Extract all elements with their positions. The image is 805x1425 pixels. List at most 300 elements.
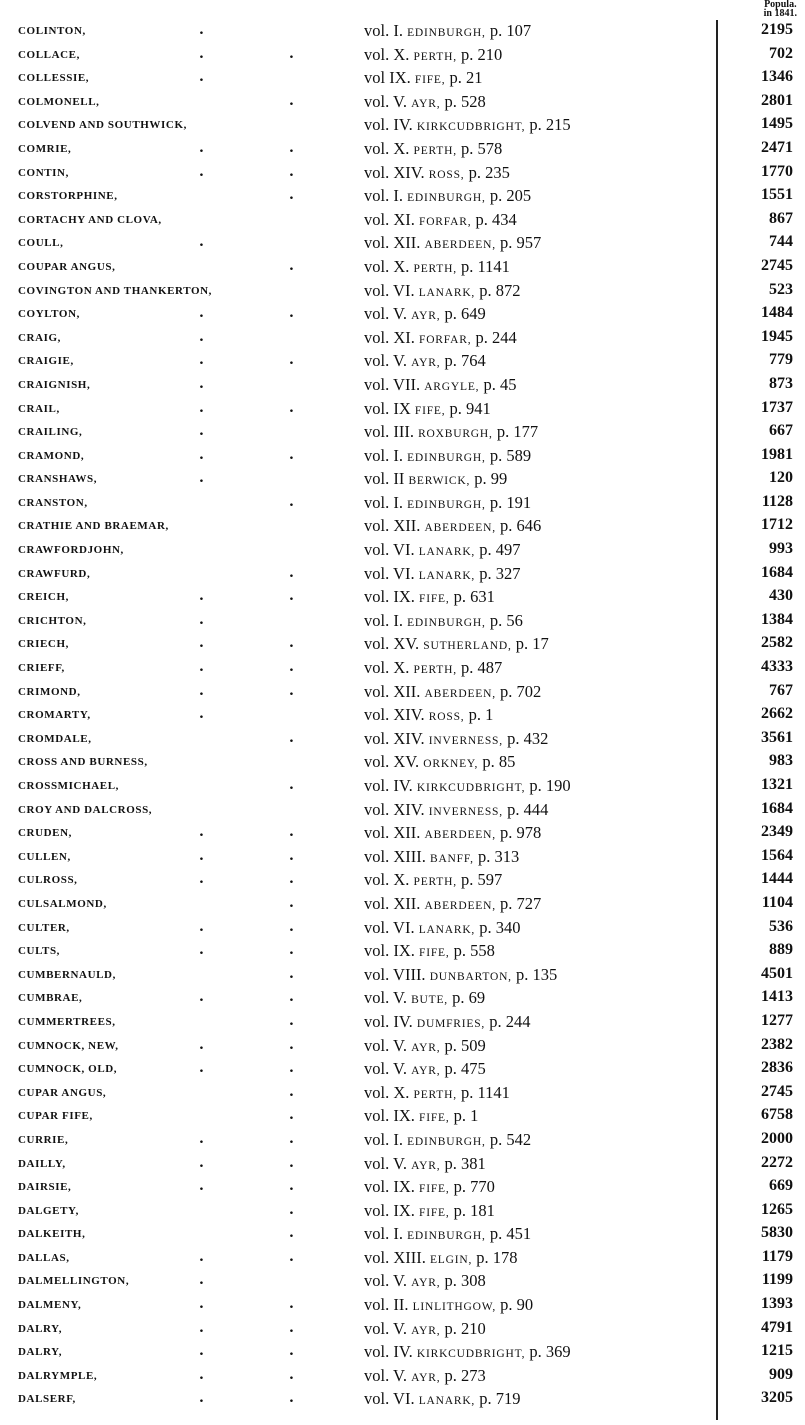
leader-dot: . (289, 352, 294, 369)
page-number: p. 487 (461, 658, 503, 678)
volume-reference (364, 776, 571, 796)
page-number: p. 178 (476, 1247, 518, 1267)
volume-reference (364, 493, 531, 513)
volume-reference (364, 469, 507, 489)
county: ABERDEEN, (424, 522, 496, 535)
volume: vol. XII. (364, 823, 421, 843)
volume: vol. V. (364, 304, 407, 324)
population-column-header (764, 0, 797, 18)
volume-reference (364, 870, 502, 890)
volume-reference (364, 516, 541, 536)
leader-dot: . (199, 234, 204, 251)
volume-reference (364, 1319, 486, 1339)
volume: vol. VI. (364, 1389, 415, 1409)
page-number: p. 205 (489, 186, 532, 206)
county: KIRKCUDBRIGHT, (416, 121, 526, 134)
leader-dot: . (199, 847, 204, 864)
table-row (0, 586, 805, 610)
header-line-2: in 1841. (763, 8, 797, 19)
population-value: 2836 (761, 1059, 793, 1077)
table-row (0, 138, 805, 162)
volume: vol. V. (364, 1365, 407, 1385)
county: AYR, (411, 1159, 441, 1172)
table-row (0, 327, 805, 351)
page-number: p. 941 (449, 398, 491, 418)
population-value: 2662 (761, 705, 793, 723)
table-row (0, 539, 805, 563)
population-value: 1981 (761, 445, 793, 463)
volume: vol. IX. (364, 587, 415, 607)
leader-dot: . (289, 493, 294, 510)
volume-reference (364, 540, 520, 560)
leader-dot: . (199, 1036, 204, 1053)
leader-dot: . (289, 1107, 294, 1124)
page-number: p. 1 (468, 705, 494, 725)
county: AYR, (411, 357, 441, 370)
page-number: p. 558 (453, 941, 495, 961)
leader-dot: . (199, 328, 204, 345)
county: EDINBURGH, (407, 1230, 486, 1243)
population-value: 767 (769, 681, 793, 699)
table-row (0, 256, 805, 280)
parish-name: DAILLY, (18, 1157, 66, 1170)
population-value: 1104 (761, 893, 793, 911)
population-value: 873 (769, 374, 793, 392)
parish-name: DALRY, (18, 1346, 63, 1359)
page-number: p. 497 (479, 540, 521, 560)
leader-dot: . (289, 1319, 294, 1336)
table-row (0, 1200, 805, 1224)
parish-name: DALLAS, (18, 1251, 70, 1264)
volume-reference (364, 941, 495, 961)
population-value: 993 (769, 540, 793, 558)
leader-dot: . (289, 564, 294, 581)
leader-dot: . (289, 1012, 294, 1029)
volume-reference (364, 1036, 486, 1056)
leader-dot: . (199, 1390, 204, 1407)
volume-reference (364, 823, 541, 843)
volume: vol. X. (364, 1082, 410, 1102)
parish-name: CUMMERTREES, (18, 1015, 116, 1028)
page-number: p. 978 (500, 823, 542, 843)
county: FIFE, (419, 1112, 450, 1125)
volume-reference (364, 233, 541, 253)
population-value: 5830 (761, 1224, 793, 1242)
leader-dot: . (289, 1390, 294, 1407)
table-row (0, 610, 805, 634)
leader-dot: . (199, 22, 204, 38)
volume-reference (364, 705, 493, 725)
page-number: p. 21 (449, 68, 483, 88)
population-value: 1199 (761, 1271, 793, 1289)
parish-name: CRAIGNISH, (18, 378, 91, 391)
volume: vol. VI. (364, 540, 415, 560)
leader-dot: . (289, 1083, 294, 1100)
leader-dot: . (199, 1178, 204, 1195)
parish-name: CROY AND DALCROSS, (18, 803, 153, 816)
page-number: p. 578 (461, 138, 503, 158)
leader-dot: . (289, 1225, 294, 1242)
page-number: p. 509 (444, 1035, 486, 1055)
leader-dot: . (199, 305, 204, 322)
page-number: p. 210 (461, 44, 503, 64)
table-row (0, 1035, 805, 1059)
population-value: 1712 (761, 516, 793, 534)
parish-name: CUMNOCK, OLD, (18, 1063, 118, 1076)
table-row (0, 303, 805, 327)
page-number: p. 381 (444, 1153, 486, 1173)
table-row (0, 1318, 805, 1342)
parish-name: CURRIE, (18, 1133, 69, 1146)
population-value: 4501 (761, 964, 793, 982)
county: PERTH, (413, 262, 457, 275)
population-value: 3205 (761, 1389, 793, 1407)
volume: vol. X. (364, 870, 410, 890)
leader-dot: . (199, 1272, 204, 1289)
parish-index-list (0, 20, 805, 1412)
leader-dot: . (199, 470, 204, 487)
county: FORFAR, (419, 333, 472, 346)
volume-reference (364, 1059, 486, 1079)
county: PERTH, (413, 50, 457, 63)
leader-dot: . (199, 588, 204, 605)
leader-dot: . (289, 1248, 294, 1265)
population-value: 702 (769, 44, 793, 62)
county: BERWICK, (408, 475, 471, 488)
volume: vol. X. (364, 658, 410, 678)
volume: vol. II (364, 469, 405, 489)
volume: vol. I. (364, 445, 403, 465)
parish-name: COMRIE, (18, 142, 72, 155)
parish-name: DALKEITH, (18, 1228, 86, 1241)
table-row (0, 1058, 805, 1082)
volume-reference (364, 210, 517, 230)
parish-name: CRIEFF, (18, 662, 65, 675)
table-row (0, 162, 805, 186)
table-row (0, 869, 805, 893)
table-row (0, 775, 805, 799)
leader-dot: . (289, 446, 294, 463)
volume-reference (364, 1012, 530, 1032)
leader-dot: . (289, 824, 294, 841)
table-row (0, 492, 805, 516)
table-row (0, 185, 805, 209)
county: ROSS, (428, 711, 465, 724)
volume: vol. II. (364, 1295, 409, 1315)
volume-reference (364, 1366, 486, 1386)
volume-reference (364, 115, 571, 135)
parish-name: COLLESSIE, (18, 72, 90, 85)
table-row (0, 728, 805, 752)
county: AYR, (411, 1277, 441, 1290)
parish-name: COLINTON, (18, 25, 86, 37)
page-number: p. 69 (452, 988, 486, 1008)
population-value: 1564 (761, 846, 793, 864)
volume: vol. V. (364, 91, 407, 111)
county: FIFE, (419, 947, 450, 960)
population-value: 1945 (761, 327, 793, 345)
page-number: p. 215 (529, 115, 571, 135)
volume-reference (364, 1154, 486, 1174)
leader-dot: . (289, 1178, 294, 1195)
table-row (0, 987, 805, 1011)
page-number: p. 210 (444, 1318, 486, 1338)
population-value: 1770 (761, 162, 793, 180)
county: PERTH, (413, 1088, 457, 1101)
parish-name: CROMDALE, (18, 732, 92, 745)
county: ARGYLE, (424, 380, 480, 393)
county: BANFF, (429, 852, 474, 865)
volume-reference (364, 965, 557, 985)
volume-reference (364, 139, 502, 159)
volume-reference (364, 45, 502, 65)
volume: vol. IV. (364, 1011, 413, 1031)
leader-dot: . (289, 187, 294, 204)
county: FIFE, (419, 593, 450, 606)
county: ABERDEEN, (424, 687, 496, 700)
population-value: 2801 (761, 91, 793, 109)
table-row (0, 917, 805, 941)
county: ELGIN, (429, 1253, 473, 1266)
page-number: p. 702 (500, 681, 542, 701)
parish-name: CORTACHY AND CLOVA, (18, 213, 162, 226)
leader-dot: . (199, 611, 204, 628)
table-row (0, 421, 805, 445)
population-value: 1684 (761, 563, 793, 581)
leader-dot: . (289, 305, 294, 322)
county: DUMFRIES, (416, 1017, 486, 1030)
leader-dot: . (199, 352, 204, 369)
page-number: p. 327 (479, 563, 521, 583)
page-number: p. 244 (475, 327, 517, 347)
population-value: 1444 (761, 870, 793, 888)
volume-reference (364, 1271, 486, 1291)
leader-dot: . (289, 1296, 294, 1313)
volume: vol. XIII. (364, 846, 426, 866)
leader-dot: . (289, 163, 294, 180)
leader-dot: . (289, 1130, 294, 1147)
volume: vol. V. (364, 351, 407, 371)
leader-dot: . (199, 1130, 204, 1147)
page-number: p. 451 (489, 1224, 532, 1244)
parish-name: CRATHIE AND BRAEMAR, (18, 520, 169, 533)
county: KIRKCUDBRIGHT, (416, 1348, 526, 1361)
volume-reference (364, 328, 517, 348)
population-value: 2745 (761, 1082, 793, 1100)
population-value: 867 (769, 209, 793, 227)
volume: vol. XI. (364, 327, 415, 347)
county: EDINBURGH, (407, 498, 486, 511)
volume-reference (364, 587, 495, 607)
county: LANARK, (418, 923, 476, 936)
population-value: 3561 (761, 728, 793, 746)
parish-name: CUMBRAE, (18, 992, 83, 1005)
page-number: p. 1 (453, 1106, 479, 1126)
leader-dot: . (289, 659, 294, 676)
population-value: 2349 (761, 823, 793, 841)
volume: vol. XII. (364, 516, 421, 536)
page-number: p. 17 (515, 634, 549, 654)
table-row (0, 1388, 805, 1412)
volume-reference (364, 658, 502, 678)
parish-name: CULLEN, (18, 850, 71, 863)
population-value: 6758 (761, 1106, 793, 1124)
leader-dot: . (199, 139, 204, 156)
leader-dot: . (289, 257, 294, 274)
population-value: 2471 (761, 138, 793, 156)
leader-dot: . (199, 682, 204, 699)
page-number: p. 340 (479, 917, 521, 937)
population-value: 744 (769, 233, 793, 251)
volume: vol. IX. (364, 941, 415, 961)
county: EDINBURGH, (407, 1135, 486, 1148)
parish-name: COUPAR ANGUS, (18, 260, 116, 273)
page-number: p. 190 (529, 776, 571, 795)
volume-reference (364, 92, 486, 112)
parish-name: CROMARTY, (18, 709, 91, 722)
county: INVERNESS, (428, 805, 503, 818)
population-value: 889 (769, 941, 793, 959)
county: AYR, (411, 1324, 441, 1337)
county: DUNBARTON, (429, 970, 512, 983)
parish-name: CUMBERNAULD, (18, 968, 116, 981)
table-row (0, 67, 805, 91)
table-row (0, 1176, 805, 1200)
population-value: 1551 (761, 186, 793, 204)
parish-name: CULTER, (18, 921, 70, 934)
page-number: p. 45 (483, 374, 517, 394)
population-value: 1265 (761, 1200, 793, 1218)
table-row (0, 114, 805, 138)
parish-name: CRAIGIE, (18, 355, 74, 368)
page-number: p. 191 (489, 492, 532, 512)
page-number: p. 1141 (461, 256, 510, 276)
county: LANARK, (418, 286, 476, 299)
volume-reference (364, 1248, 518, 1268)
parish-name: CROSSMICHAEL, (18, 780, 120, 792)
volume-reference (364, 163, 510, 183)
county: ROSS, (428, 168, 465, 181)
volume-reference (364, 446, 531, 466)
volume: vol. XV. (364, 752, 420, 772)
volume-reference (364, 1224, 531, 1244)
county: EDINBURGH, (407, 451, 486, 464)
volume: vol IX. (364, 68, 411, 88)
volume-reference (364, 1389, 520, 1409)
leader-dot: . (289, 1343, 294, 1360)
parish-name: CRAMOND, (18, 449, 85, 462)
table-row (0, 1105, 805, 1129)
page-number: p. 181 (453, 1200, 495, 1220)
parish-name: CRUDEN, (18, 827, 73, 840)
leader-dot: . (199, 659, 204, 676)
page-number: p. 631 (453, 587, 495, 607)
leader-dot: . (199, 399, 204, 416)
volume-reference (364, 68, 483, 88)
population-value: 2745 (761, 256, 793, 274)
table-row (0, 1270, 805, 1294)
table-row (0, 398, 805, 422)
population-value: 2000 (761, 1129, 793, 1147)
leader-dot: . (289, 777, 294, 793)
volume-reference (364, 375, 516, 395)
table-row (0, 1294, 805, 1318)
parish-name: CUPAR FIFE, (18, 1110, 93, 1123)
volume-reference (364, 611, 523, 631)
parish-name: DALRYMPLE, (18, 1369, 98, 1382)
volume: vol. XII. (364, 233, 421, 253)
parish-name: CULROSS, (18, 874, 78, 887)
volume: vol. IX (364, 398, 411, 418)
volume-reference (364, 1106, 478, 1126)
county: PERTH, (413, 664, 457, 677)
leader-dot: . (289, 635, 294, 652)
table-row (0, 893, 805, 917)
volume-reference (364, 1177, 495, 1197)
page-number: p. 244 (489, 1011, 531, 1031)
table-row (0, 1223, 805, 1247)
volume: vol. X. (364, 256, 410, 276)
volume: vol. V. (364, 1271, 407, 1291)
leader-dot: . (199, 1248, 204, 1265)
volume: vol. VI. (364, 280, 415, 300)
leader-dot: . (289, 1060, 294, 1077)
volume-reference (364, 1342, 571, 1362)
population-value: 1393 (761, 1295, 793, 1313)
leader-dot: . (199, 942, 204, 959)
leader-dot: . (289, 847, 294, 864)
volume: vol. XV. (364, 634, 420, 654)
page-number: p. 872 (479, 280, 521, 300)
leader-dot: . (199, 423, 204, 440)
volume-reference (364, 918, 520, 938)
page-number: p. 597 (461, 870, 503, 890)
volume: vol. XIII. (364, 1247, 426, 1267)
population-value: 1321 (761, 776, 793, 793)
county: ABERDEEN, (424, 239, 496, 252)
table-row (0, 751, 805, 775)
volume-reference (364, 800, 548, 820)
leader-dot: . (289, 918, 294, 935)
parish-name: CREICH, (18, 591, 69, 604)
parish-name: COLVEND AND SOUTHWICK, (18, 119, 187, 132)
leader-dot: . (289, 871, 294, 888)
county: AYR, (411, 1065, 441, 1078)
page-number: p. 99 (474, 469, 508, 489)
leader-dot: . (199, 706, 204, 723)
county: EDINBURGH, (407, 192, 486, 205)
parish-name: CRAWFORDJOHN, (18, 544, 124, 557)
table-row (0, 563, 805, 587)
volume-reference (364, 634, 549, 654)
table-row (0, 350, 805, 374)
population-value: 1684 (761, 799, 793, 817)
county: AYR, (411, 310, 441, 323)
volume-reference (364, 682, 541, 702)
table-row (0, 515, 805, 539)
leader-dot: . (289, 399, 294, 416)
table-row (0, 232, 805, 256)
county: LINLITHGOW, (412, 1301, 497, 1314)
population-value: 2382 (761, 1035, 793, 1053)
volume: vol. IX. (364, 1177, 415, 1197)
county: EDINBURGH, (407, 616, 486, 629)
table-row (0, 657, 805, 681)
parish-name: CRAILING, (18, 426, 83, 439)
leader-dot: . (289, 588, 294, 605)
table-row (0, 964, 805, 988)
population-value: 1495 (761, 115, 793, 133)
